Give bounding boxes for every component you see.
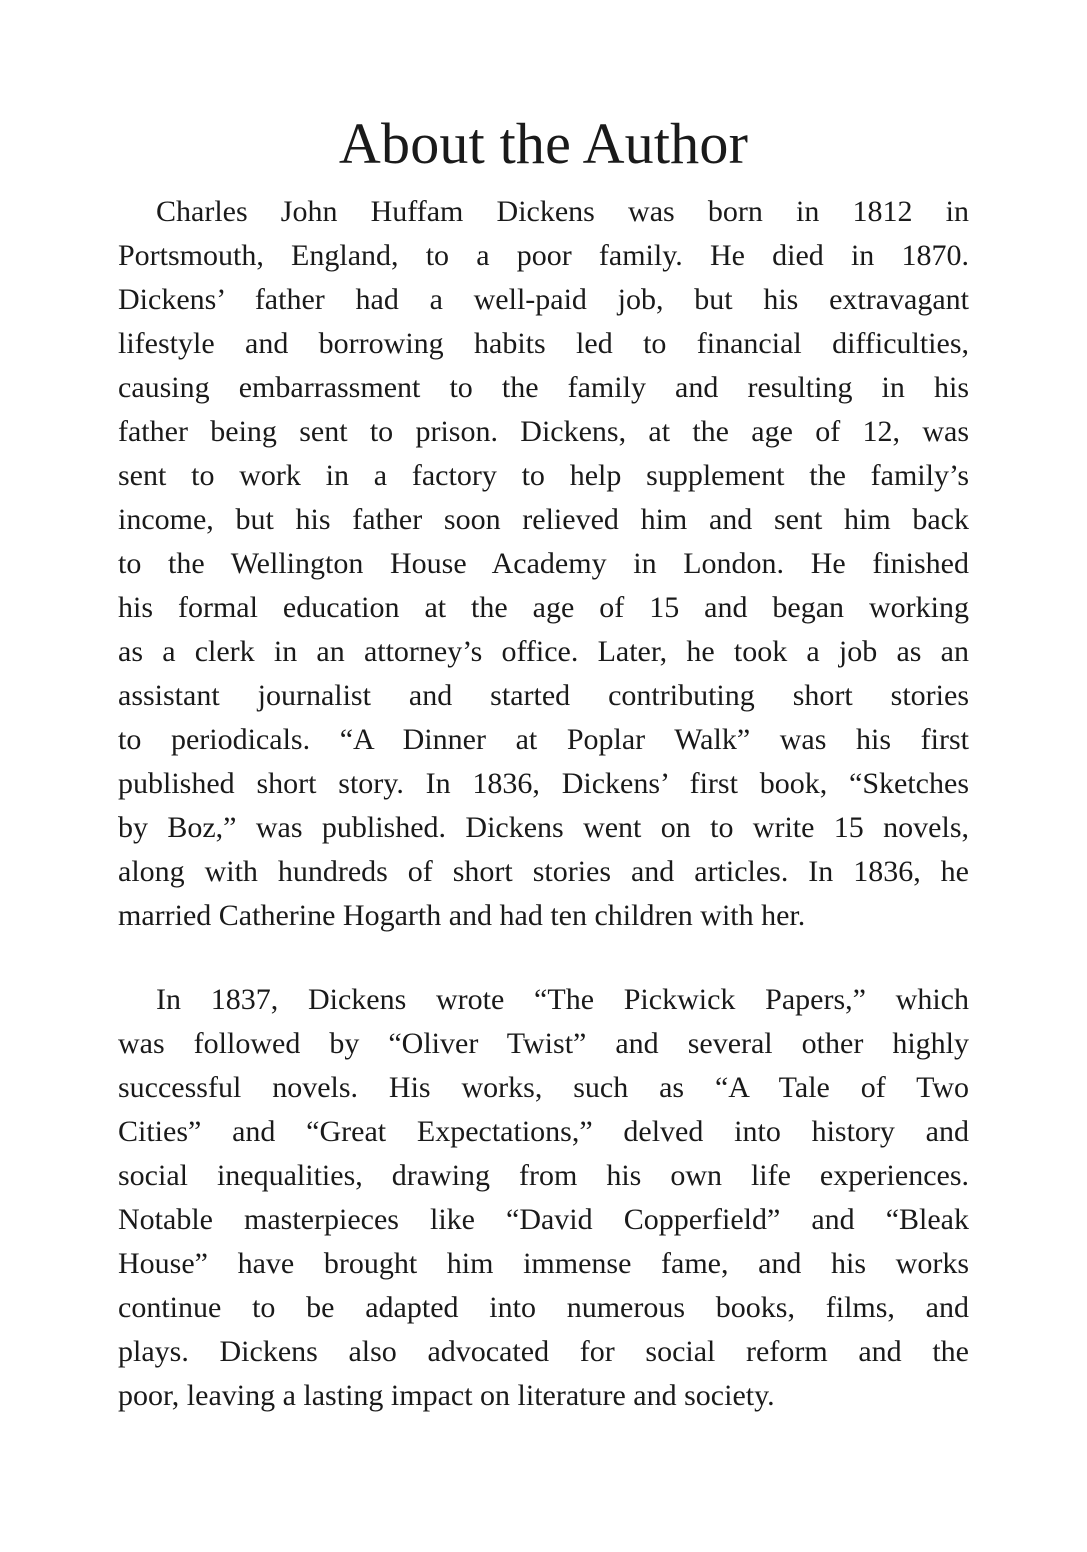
text-line: Notable masterpieces like “David Copperfield” and “Bleak: [118, 1203, 969, 1236]
text-line: was followed by “Oliver Twist” and several other highly: [118, 1027, 969, 1060]
text-line: published short story. In 1836, Dickens’ first book, “Sketches: [118, 767, 969, 800]
text-line: Charles John Huffam Dickens was born in 1812 in: [156, 195, 969, 228]
text-line: by Boz,” was published. Dickens went on to write 15 novels,: [118, 811, 969, 844]
text-line: married Catherine Hogarth and had ten children with her.: [118, 899, 806, 932]
text-line: Cities” and “Great Expectations,” delved into history and: [118, 1115, 969, 1148]
text-line: plays. Dickens also advocated for social reform and the: [118, 1335, 969, 1368]
text-line: sent to work in a factory to help supplement the family’s: [118, 459, 969, 492]
text-line: assistant journalist and started contributing short stories: [118, 679, 969, 712]
text-line: causing embarrassment to the family and resulting in his: [118, 371, 969, 404]
paragraph-1: [118, 190, 969, 938]
text-line: to periodicals. “A Dinner at Poplar Walk” was his first: [118, 723, 969, 756]
text-line: successful novels. His works, such as “A Tale of Two: [118, 1071, 969, 1104]
text-line: poor, leaving a lasting impact on literature and society.: [118, 1379, 775, 1412]
text-line: continue to be adapted into numerous books, films, and: [118, 1291, 969, 1324]
page-title: About the Author: [338, 111, 749, 176]
text-line: In 1837, Dickens wrote “The Pickwick Papers,” which: [156, 983, 969, 1016]
text-line: lifestyle and borrowing habits led to financial difficulties,: [118, 327, 969, 360]
paragraph-2: [118, 978, 969, 1418]
text-line: along with hundreds of short stories and articles. In 1836, he: [118, 855, 969, 888]
text-line: House” have brought him immense fame, and his works: [118, 1247, 969, 1280]
text-line: his formal education at the age of 15 and began working: [118, 591, 969, 624]
text-line: Portsmouth, England, to a poor family. He died in 1870.: [118, 239, 969, 272]
text-line: Dickens’ father had a well-paid job, but his extravagant: [118, 283, 969, 316]
text-line: to the Wellington House Academy in London. He finished: [118, 547, 969, 580]
text-line: income, but his father soon relieved him and sent him back: [118, 503, 969, 536]
text-line: as a clerk in an attorney’s office. Later, he took a job as an: [118, 635, 969, 668]
text-line: social inequalities, drawing from his own life experiences.: [118, 1159, 969, 1192]
text-line: father being sent to prison. Dickens, at the age of 12, was: [118, 415, 969, 448]
